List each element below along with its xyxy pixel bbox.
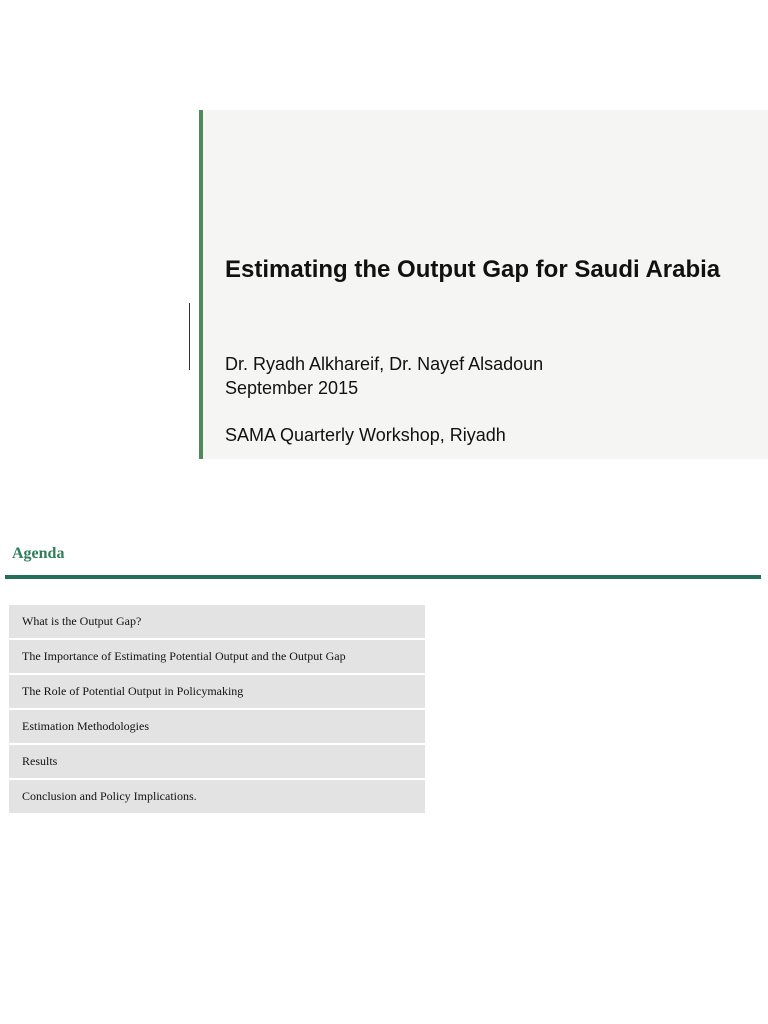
- agenda-item-results[interactable]: Results: [9, 745, 425, 778]
- agenda-item-output-gap[interactable]: What is the Output Gap?: [9, 605, 425, 638]
- authors: Dr. Ryadh Alkhareif, Dr. Nayef Alsadoun: [225, 354, 544, 374]
- agenda-item-importance[interactable]: The Importance of Estimating Potential Output and the Output Gap: [9, 640, 425, 673]
- title-slide: [0, 110, 768, 460]
- presentation-date: September 2015: [225, 378, 359, 398]
- presentation-title: Estimating the Output Gap for Saudi Arabia: [225, 256, 721, 283]
- agenda-heading: Agenda: [12, 545, 65, 562]
- event-name: SAMA Quarterly Workshop, Riyadh: [225, 425, 506, 445]
- title-panel: [203, 110, 768, 459]
- accent-bar: [199, 110, 203, 459]
- agenda-item-conclusion[interactable]: Conclusion and Policy Implications.: [9, 780, 425, 813]
- agenda-item-policymaking[interactable]: The Role of Potential Output in Policymaking: [9, 675, 425, 708]
- agenda-list: [9, 605, 425, 815]
- agenda-divider: [5, 575, 761, 579]
- agenda-item-methodologies[interactable]: Estimation Methodologies: [9, 710, 425, 743]
- divider-line: [189, 303, 190, 370]
